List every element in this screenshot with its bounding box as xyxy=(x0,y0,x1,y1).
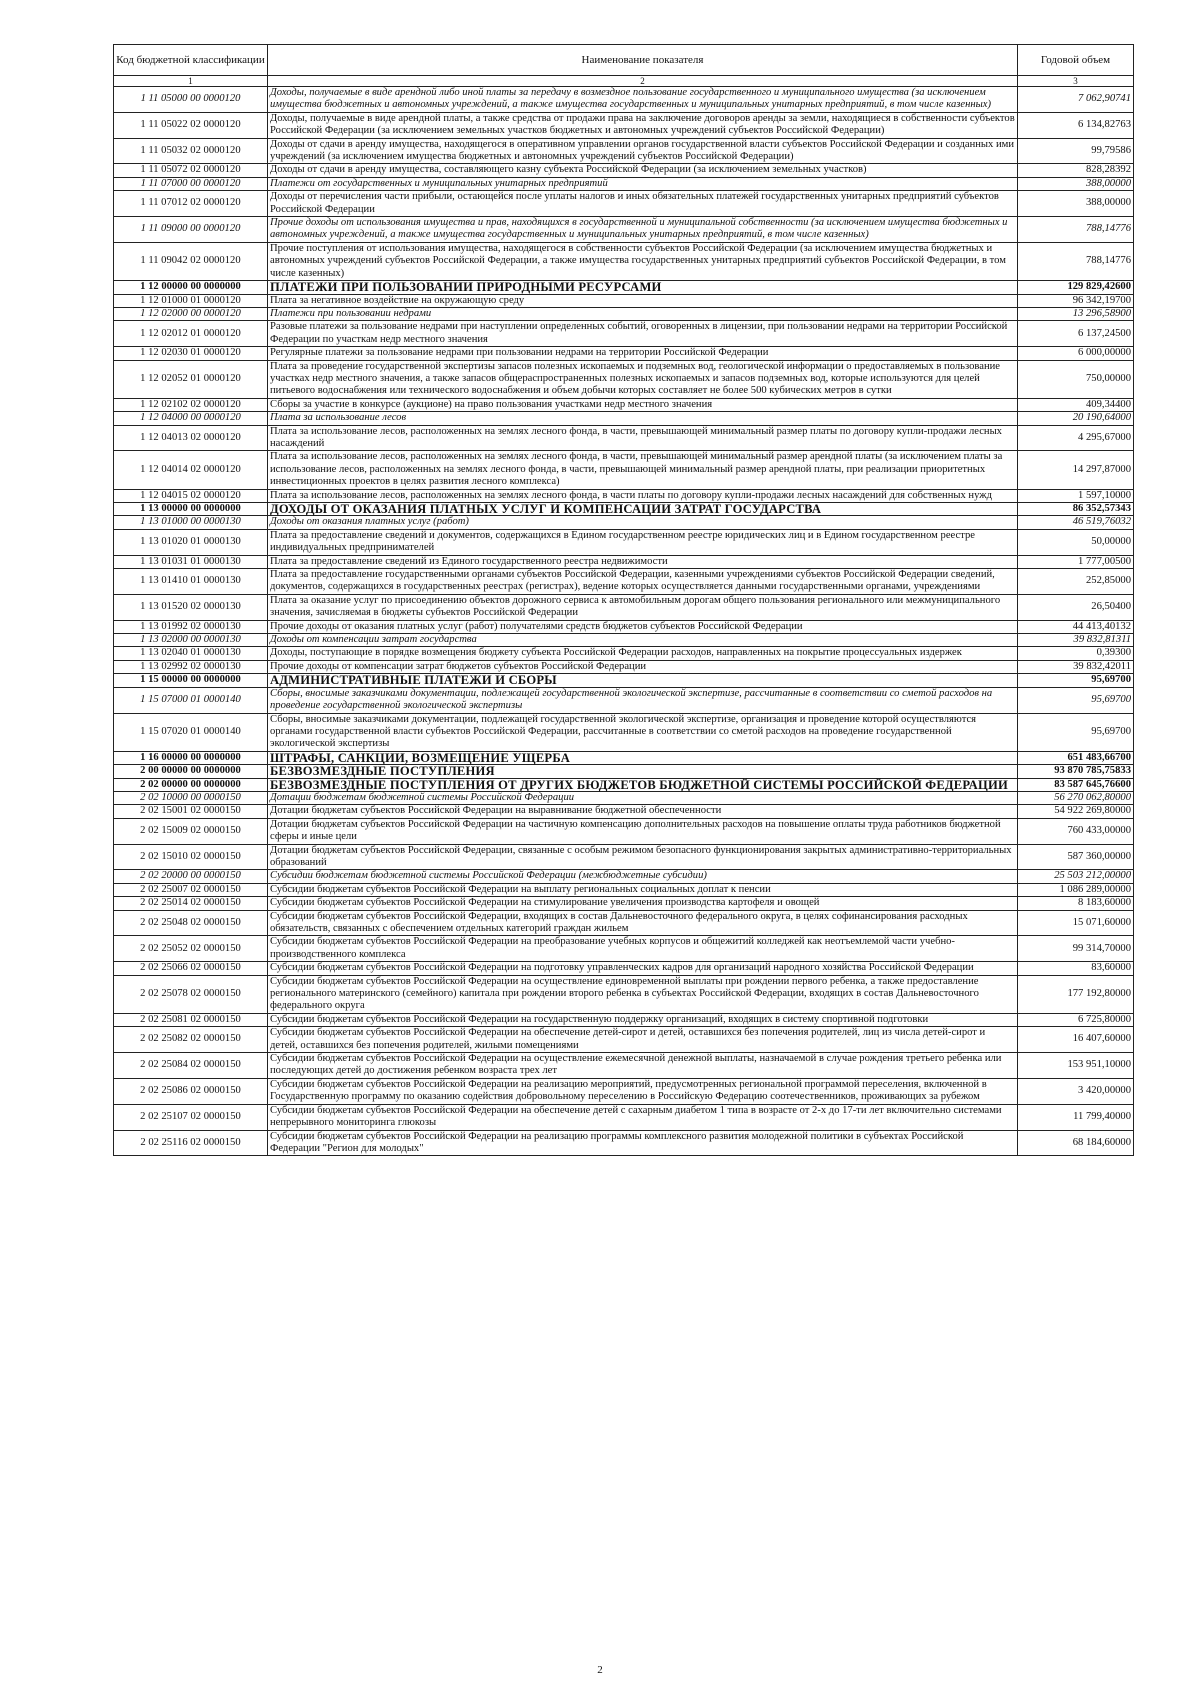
row-code: 1 12 02030 01 0000120 xyxy=(114,347,268,360)
row-name: Доходы от оказания платных услуг (работ) xyxy=(268,516,1018,529)
row-name: Субсидии бюджетам субъектов Российской Федерации на осуществление единовременной выплаты при рождении первого ребенка, а также предоставление регионального материнского (семейного) капитала при рождении второго ребенка в субъектах Российской Федерации, входящих в состав Дальневосточного федерального округа xyxy=(268,975,1018,1013)
row-code: 1 12 02052 01 0000120 xyxy=(114,360,268,398)
row-name: Дотации бюджетам бюджетной системы Российской Федерации xyxy=(268,791,1018,804)
table-row xyxy=(114,489,1134,502)
row-name: Плата за использование лесов xyxy=(268,412,1018,425)
row-value: 86 352,57343 xyxy=(1018,503,1134,516)
row-value: 153 951,10000 xyxy=(1018,1053,1134,1079)
row-code: 1 12 04000 00 0000120 xyxy=(114,412,268,425)
row-name: Платежи от государственных и муниципальных унитарных предприятий xyxy=(268,177,1018,190)
row-value: 39 832,42011 xyxy=(1018,660,1134,673)
row-name: Сборы, вносимые заказчиками документации, подлежащей государственной экологической экспертизе, организация и проведение которой осуществляются органами государственной власти субъектов Российской Федерации, рассчитанные в соответствии со сметой расходов на проведение государственной экологической экспертизы xyxy=(268,713,1018,751)
row-name: Сборы, вносимые заказчиками документации, подлежащей государственной экологической экспертизе, рассчитанные в соответствии со сметой расходов на проведение государственной экологической экспертизы xyxy=(268,687,1018,713)
row-value: 1 597,10000 xyxy=(1018,489,1134,502)
table-row xyxy=(114,660,1134,673)
table-row xyxy=(114,321,1134,347)
row-code: 1 13 02040 01 0000130 xyxy=(114,647,268,660)
row-code: 1 11 05022 02 0000120 xyxy=(114,112,268,138)
row-name: БЕЗВОЗМЕЗДНЫЕ ПОСТУПЛЕНИЯ ОТ ДРУГИХ БЮДЖЕТОВ БЮДЖЕТНОЙ СИСТЕМЫ РОССИЙСКОЙ ФЕДЕРАЦИИ xyxy=(268,778,1018,791)
row-code: 2 00 00000 00 0000000 xyxy=(114,765,268,778)
row-name: Субсидии бюджетам субъектов Российской Федерации на обеспечение детей-сирот и детей, оставшихся без попечения родителей, лиц из числа детей-сирот и детей, оставшихся без попечения родителей, жилыми помещениями xyxy=(268,1027,1018,1053)
column-number-3: 3 xyxy=(1018,76,1134,87)
row-value: 252,85000 xyxy=(1018,569,1134,595)
table-row xyxy=(114,425,1134,451)
row-value: 68 184,60000 xyxy=(1018,1130,1134,1156)
row-code: 2 02 25078 02 0000150 xyxy=(114,975,268,1013)
table-row xyxy=(114,1104,1134,1130)
row-value: 0,39300 xyxy=(1018,647,1134,660)
row-code: 1 12 02012 01 0000120 xyxy=(114,321,268,347)
row-value: 83,60000 xyxy=(1018,962,1134,975)
row-value: 15 071,60000 xyxy=(1018,910,1134,936)
row-value: 46 519,76032 xyxy=(1018,516,1134,529)
row-value: 54 922 269,80000 xyxy=(1018,805,1134,818)
row-name: Доходы, получаемые в виде арендной платы, а также средства от продажи права на заключение договоров аренды за земли, находящиеся в собственности субъектов Российской Федерации (за исключением земельных участков бюджетных и автономных учреждений субъектов Российской Федерации) xyxy=(268,112,1018,138)
row-name: Плата за использование лесов, расположенных на землях лесного фонда, в части, превышающей минимальный размер арендной платы (за исключением платы за использование лесов, расположенных на землях лесного фонда, в части, превышающей минимальный размер арендной платы, при реализации приоритетных инвестиционных проектов в целях развития лесного комплекса) xyxy=(268,451,1018,489)
row-name: Субсидии бюджетам субъектов Российской Федерации, входящих в состав Дальневосточного федерального округа, в целях софинансирования расходных обязательств, связанных с обеспечением отдельных категорий граждан жильем xyxy=(268,910,1018,936)
row-value: 6 000,00000 xyxy=(1018,347,1134,360)
table-row xyxy=(114,1013,1134,1026)
row-value: 129 829,42600 xyxy=(1018,281,1134,294)
row-value: 1 086 289,00000 xyxy=(1018,883,1134,896)
row-value: 388,00000 xyxy=(1018,177,1134,190)
row-name: Субсидии бюджетам субъектов Российской Федерации на государственную поддержку организаций, входящих в систему спортивной подготовки xyxy=(268,1013,1018,1026)
table-row xyxy=(114,87,1134,113)
row-code: 2 02 15009 02 0000150 xyxy=(114,818,268,844)
row-code: 1 13 00000 00 0000000 xyxy=(114,503,268,516)
row-code: 1 13 01520 02 0000130 xyxy=(114,594,268,620)
row-name: Субсидии бюджетам субъектов Российской Федерации на реализацию мероприятий, предусмотренных региональной программой переселения, включенной в Государственную программу по оказанию содействия добровольному переселению в Российскую Федерацию соотечественников, проживающих за рубежом xyxy=(268,1078,1018,1104)
table-row xyxy=(114,1078,1134,1104)
table-row xyxy=(114,936,1134,962)
row-name: Субсидии бюджетам бюджетной системы Российской Федерации (межбюджетные субсидии) xyxy=(268,870,1018,883)
table-row xyxy=(114,674,1134,687)
row-name: Доходы, получаемые в виде арендной либо иной платы за передачу в возмездное пользование государственного и муниципального имущества (за исключением имущества бюджетных и автономных учреждений, а также имущества государственных и муниципальных унитарных предприятий, в том числе казенных) xyxy=(268,87,1018,113)
row-name: Плата за оказание услуг по присоединению объектов дорожного сервиса к автомобильным дорогам общего пользования регионального или межмуниципального значения, зачисляемая в бюджеты субъектов Российской Федерации xyxy=(268,594,1018,620)
column-number-1: 1 xyxy=(114,76,268,87)
row-value: 177 192,80000 xyxy=(1018,975,1134,1013)
row-name: Плата за предоставление сведений и документов, содержащихся в Едином государственном реестре юридических лиц и в Едином государственном реестре индивидуальных предпринимателей xyxy=(268,529,1018,555)
row-value: 93 870 785,75833 xyxy=(1018,765,1134,778)
row-name: Доходы от сдачи в аренду имущества, составляющего казну субъекта Российской Федерации (за исключением земельных участков) xyxy=(268,164,1018,177)
row-code: 2 02 20000 00 0000150 xyxy=(114,870,268,883)
row-value: 50,00000 xyxy=(1018,529,1134,555)
row-value: 750,00000 xyxy=(1018,360,1134,398)
row-code: 1 13 01000 00 0000130 xyxy=(114,516,268,529)
row-name: Регулярные платежи за пользование недрами при пользовании недрами на территории Российской Федерации xyxy=(268,347,1018,360)
row-value: 95,69700 xyxy=(1018,713,1134,751)
row-name: Субсидии бюджетам субъектов Российской Федерации на реализацию программы комплексного развития молодежной политики в субъектах Российской Федерации "Регион для молодых" xyxy=(268,1130,1018,1156)
table-row xyxy=(114,844,1134,870)
row-code: 1 11 09042 02 0000120 xyxy=(114,242,268,280)
row-name: Доходы от сдачи в аренду имущества, находящегося в оперативном управлении органов государственной власти субъектов Российской Федерации и созданных ими учреждений (за исключением имущества бюджетных и автономных учреждений субъектов Российской Федерации) xyxy=(268,138,1018,164)
row-code: 2 02 25048 02 0000150 xyxy=(114,910,268,936)
row-code: 1 16 00000 00 0000000 xyxy=(114,751,268,764)
row-code: 1 12 04013 02 0000120 xyxy=(114,425,268,451)
table-row xyxy=(114,751,1134,764)
row-name: Разовые платежи за пользование недрами при наступлении определенных событий, оговоренных в лицензии, при пользовании недрами на территории Российской Федерации по участкам недр местного значения xyxy=(268,321,1018,347)
row-value: 760 433,00000 xyxy=(1018,818,1134,844)
table-row xyxy=(114,910,1134,936)
table-row xyxy=(114,307,1134,320)
table-row xyxy=(114,451,1134,489)
row-value: 6 137,24500 xyxy=(1018,321,1134,347)
row-code: 2 02 25116 02 0000150 xyxy=(114,1130,268,1156)
row-code: 1 13 01020 01 0000130 xyxy=(114,529,268,555)
column-number-row xyxy=(114,76,1134,87)
table-row xyxy=(114,281,1134,294)
row-code: 1 13 01031 01 0000130 xyxy=(114,555,268,568)
table-row xyxy=(114,164,1134,177)
row-code: 1 15 07000 01 0000140 xyxy=(114,687,268,713)
table-row xyxy=(114,412,1134,425)
table-row xyxy=(114,647,1134,660)
row-value: 95,69700 xyxy=(1018,687,1134,713)
row-name: Доходы от перечисления части прибыли, остающейся после уплаты налогов и иных обязательных платежей государственных унитарных предприятий субъектов Российской Федерации xyxy=(268,191,1018,217)
row-value: 96 342,19700 xyxy=(1018,294,1134,307)
table-row xyxy=(114,870,1134,883)
row-code: 2 02 15001 02 0000150 xyxy=(114,805,268,818)
row-name: Плата за использование лесов, расположенных на землях лесного фонда, в части платы по договору купли-продажи лесных насаждений для собственных нужд xyxy=(268,489,1018,502)
row-code: 2 02 25066 02 0000150 xyxy=(114,962,268,975)
row-code: 1 11 05032 02 0000120 xyxy=(114,138,268,164)
row-code: 2 02 25081 02 0000150 xyxy=(114,1013,268,1026)
row-code: 1 11 05072 02 0000120 xyxy=(114,164,268,177)
header-volume: Годовой объем xyxy=(1018,45,1134,76)
row-value: 44 413,40132 xyxy=(1018,620,1134,633)
row-name: Субсидии бюджетам субъектов Российской Федерации на стимулирование увеличения производства картофеля и овощей xyxy=(268,897,1018,910)
row-value: 1 777,00500 xyxy=(1018,555,1134,568)
budget-table xyxy=(113,44,1134,1156)
table-row xyxy=(114,112,1134,138)
table-row xyxy=(114,217,1134,243)
row-code: 1 11 07012 02 0000120 xyxy=(114,191,268,217)
table-row xyxy=(114,713,1134,751)
row-name: Дотации бюджетам субъектов Российской Федерации, связанные с особым режимом безопасного функционирования закрытых административно-территориальных образований xyxy=(268,844,1018,870)
row-code: 1 13 02000 00 0000130 xyxy=(114,634,268,647)
row-code: 2 02 25086 02 0000150 xyxy=(114,1078,268,1104)
row-name: Субсидии бюджетам субъектов Российской Федерации на выплату региональных социальных доплат к пенсии xyxy=(268,883,1018,896)
row-code: 2 02 25084 02 0000150 xyxy=(114,1053,268,1079)
row-value: 651 483,66700 xyxy=(1018,751,1134,764)
row-name: АДМИНИСТРАТИВНЫЕ ПЛАТЕЖИ И СБОРЫ xyxy=(268,674,1018,687)
row-value: 14 297,87000 xyxy=(1018,451,1134,489)
row-name: Прочие доходы от использования имущества и прав, находящихся в государственной и муниципальной собственности (за исключением имущества бюджетных и автономных учреждений, а также имущества государственных и муниципальных унитарных предприятий, в том числе казенных) xyxy=(268,217,1018,243)
row-value: 6 725,80000 xyxy=(1018,1013,1134,1026)
row-value: 13 296,58900 xyxy=(1018,307,1134,320)
row-name: Доходы от компенсации затрат государства xyxy=(268,634,1018,647)
table-row xyxy=(114,529,1134,555)
table-row xyxy=(114,791,1134,804)
row-value: 25 503 212,00000 xyxy=(1018,870,1134,883)
row-value: 788,14776 xyxy=(1018,217,1134,243)
table-row xyxy=(114,620,1134,633)
row-value: 56 270 062,80000 xyxy=(1018,791,1134,804)
row-code: 1 13 01410 01 0000130 xyxy=(114,569,268,595)
row-value: 20 190,64000 xyxy=(1018,412,1134,425)
row-code: 2 02 25052 02 0000150 xyxy=(114,936,268,962)
table-row xyxy=(114,778,1134,791)
row-code: 2 02 10000 00 0000150 xyxy=(114,791,268,804)
row-code: 1 12 02102 02 0000120 xyxy=(114,398,268,411)
table-row xyxy=(114,765,1134,778)
row-name: Субсидии бюджетам субъектов Российской Федерации на преобразование учебных корпусов и общежитий колледжей как неотъемлемой части учебно-производственного комплекса xyxy=(268,936,1018,962)
row-code: 1 13 01992 02 0000130 xyxy=(114,620,268,633)
table-row xyxy=(114,191,1134,217)
table-row xyxy=(114,503,1134,516)
column-number-2: 2 xyxy=(268,76,1018,87)
row-code: 1 15 07020 01 0000140 xyxy=(114,713,268,751)
row-name: ШТРАФЫ, САНКЦИИ, ВОЗМЕЩЕНИЕ УЩЕРБА xyxy=(268,751,1018,764)
row-name: Плата за предоставление государственными органами субъектов Российской Федерации, казенными учреждениями субъектов Российской Федерации сведений, документов, содержащихся в государственных реестрах (регистрах), ведение которых осуществляется данными государственными органами, учреждениями xyxy=(268,569,1018,595)
row-code: 1 12 01000 01 0000120 xyxy=(114,294,268,307)
budget-sheet xyxy=(113,44,1133,1156)
row-value: 828,28392 xyxy=(1018,164,1134,177)
row-value: 99,79586 xyxy=(1018,138,1134,164)
row-code: 1 12 04014 02 0000120 xyxy=(114,451,268,489)
table-row xyxy=(114,962,1134,975)
row-name: Платежи при пользовании недрами xyxy=(268,307,1018,320)
row-code: 1 12 02000 00 0000120 xyxy=(114,307,268,320)
row-value: 95,69700 xyxy=(1018,674,1134,687)
row-code: 2 02 25007 02 0000150 xyxy=(114,883,268,896)
table-row xyxy=(114,1053,1134,1079)
table-header-row xyxy=(114,45,1134,76)
row-value: 8 183,60000 xyxy=(1018,897,1134,910)
page-number: 2 xyxy=(597,1664,603,1676)
row-name: Плата за использование лесов, расположенных на землях лесного фонда, в части, превышающей минимальный размер платы по договору купли-продажи лесных насаждений xyxy=(268,425,1018,451)
row-value: 16 407,60000 xyxy=(1018,1027,1134,1053)
table-row xyxy=(114,555,1134,568)
header-code: Код бюджетной классификации xyxy=(114,45,268,76)
row-value: 7 062,90741 xyxy=(1018,87,1134,113)
row-value: 587 360,00000 xyxy=(1018,844,1134,870)
table-row xyxy=(114,634,1134,647)
row-name: Сборы за участие в конкурсе (аукционе) на право пользования участками недр местного значения xyxy=(268,398,1018,411)
row-name: Прочие доходы от оказания платных услуг (работ) получателями средств бюджетов субъектов Российской Федерации xyxy=(268,620,1018,633)
row-name: ДОХОДЫ ОТ ОКАЗАНИЯ ПЛАТНЫХ УСЛУГ И КОМПЕНСАЦИИ ЗАТРАТ ГОСУДАРСТВА xyxy=(268,503,1018,516)
table-row xyxy=(114,883,1134,896)
row-code: 2 02 00000 00 0000000 xyxy=(114,778,268,791)
row-code: 1 12 04015 02 0000120 xyxy=(114,489,268,502)
row-value: 4 295,67000 xyxy=(1018,425,1134,451)
row-name: БЕЗВОЗМЕЗДНЫЕ ПОСТУПЛЕНИЯ xyxy=(268,765,1018,778)
row-value: 788,14776 xyxy=(1018,242,1134,280)
table-row xyxy=(114,1027,1134,1053)
row-value: 409,34400 xyxy=(1018,398,1134,411)
row-name: Дотации бюджетам субъектов Российской Федерации на частичную компенсацию дополнительных расходов на повышение оплаты труда работников бюджетной сферы и иные цели xyxy=(268,818,1018,844)
row-code: 1 11 05000 00 0000120 xyxy=(114,87,268,113)
row-name: Плата за проведение государственной экспертизы запасов полезных ископаемых и подземных вод, геологической информации о предоставляемых в пользование участках недр местного значения, а также запасов общераспространенных полезных ископаемых и запасов подземных вод, которые используются для целей питьевого водоснабжения или технического водоснабжения и объем добычи которых составляет не более 500 кубических метров в сутки xyxy=(268,360,1018,398)
header-name: Наименование показателя xyxy=(268,45,1018,76)
table-row xyxy=(114,569,1134,595)
table-row xyxy=(114,594,1134,620)
row-code: 1 12 00000 00 0000000 xyxy=(114,281,268,294)
row-value: 39 832,81311 xyxy=(1018,634,1134,647)
row-code: 2 02 25014 02 0000150 xyxy=(114,897,268,910)
row-code: 1 11 07000 00 0000120 xyxy=(114,177,268,190)
row-code: 2 02 25082 02 0000150 xyxy=(114,1027,268,1053)
row-code: 1 15 00000 00 0000000 xyxy=(114,674,268,687)
row-value: 3 420,00000 xyxy=(1018,1078,1134,1104)
table-row xyxy=(114,242,1134,280)
row-name: ПЛАТЕЖИ ПРИ ПОЛЬЗОВАНИИ ПРИРОДНЫМИ РЕСУРСАМИ xyxy=(268,281,1018,294)
table-row xyxy=(114,516,1134,529)
table-row xyxy=(114,347,1134,360)
table-row xyxy=(114,360,1134,398)
row-value: 6 134,82763 xyxy=(1018,112,1134,138)
row-value: 83 587 645,76600 xyxy=(1018,778,1134,791)
row-name: Прочие доходы от компенсации затрат бюджетов субъектов Российской Федерации xyxy=(268,660,1018,673)
row-code: 1 11 09000 00 0000120 xyxy=(114,217,268,243)
row-name: Субсидии бюджетам субъектов Российской Федерации на осуществление ежемесячной денежной выплаты, назначаемой в случае рождения третьего ребенка или последующих детей до достижения ребенком возраста трех лет xyxy=(268,1053,1018,1079)
table-row xyxy=(114,897,1134,910)
row-name: Доходы, поступающие в порядке возмещения бюджету субъекта Российской Федерации расходов, направленных на покрытие процессуальных издержек xyxy=(268,647,1018,660)
table-row xyxy=(114,975,1134,1013)
row-name: Субсидии бюджетам субъектов Российской Федерации на обеспечение детей с сахарным диабетом 1 типа в возрасте от 2-х до 17-ти лет включительно системами непрерывного мониторинга глюкозы xyxy=(268,1104,1018,1130)
row-code: 2 02 15010 02 0000150 xyxy=(114,844,268,870)
row-name: Плата за предоставление сведений из Единого государственного реестра недвижимости xyxy=(268,555,1018,568)
table-row xyxy=(114,818,1134,844)
table-row xyxy=(114,294,1134,307)
row-value: 99 314,70000 xyxy=(1018,936,1134,962)
row-value: 388,00000 xyxy=(1018,191,1134,217)
table-row xyxy=(114,687,1134,713)
table-row xyxy=(114,177,1134,190)
row-name: Субсидии бюджетам субъектов Российской Федерации на подготовку управленческих кадров для организаций народного хозяйства Российской Федерации xyxy=(268,962,1018,975)
table-body xyxy=(114,87,1134,1156)
table-row xyxy=(114,398,1134,411)
row-code: 2 02 25107 02 0000150 xyxy=(114,1104,268,1130)
row-name: Дотации бюджетам субъектов Российской Федерации на выравнивание бюджетной обеспеченности xyxy=(268,805,1018,818)
table-row xyxy=(114,138,1134,164)
row-name: Плата за негативное воздействие на окружающую среду xyxy=(268,294,1018,307)
table-row xyxy=(114,1130,1134,1156)
row-value: 26,50400 xyxy=(1018,594,1134,620)
table-row xyxy=(114,805,1134,818)
row-code: 1 13 02992 02 0000130 xyxy=(114,660,268,673)
row-name: Прочие поступления от использования имущества, находящегося в собственности субъектов Российской Федерации (за исключением имущества бюджетных и автономных учреждений субъектов Российской Федерации, а также имущества государственных унитарных предприятий субъектов Российской Федерации, в том числе казенных) xyxy=(268,242,1018,280)
row-value: 11 799,40000 xyxy=(1018,1104,1134,1130)
